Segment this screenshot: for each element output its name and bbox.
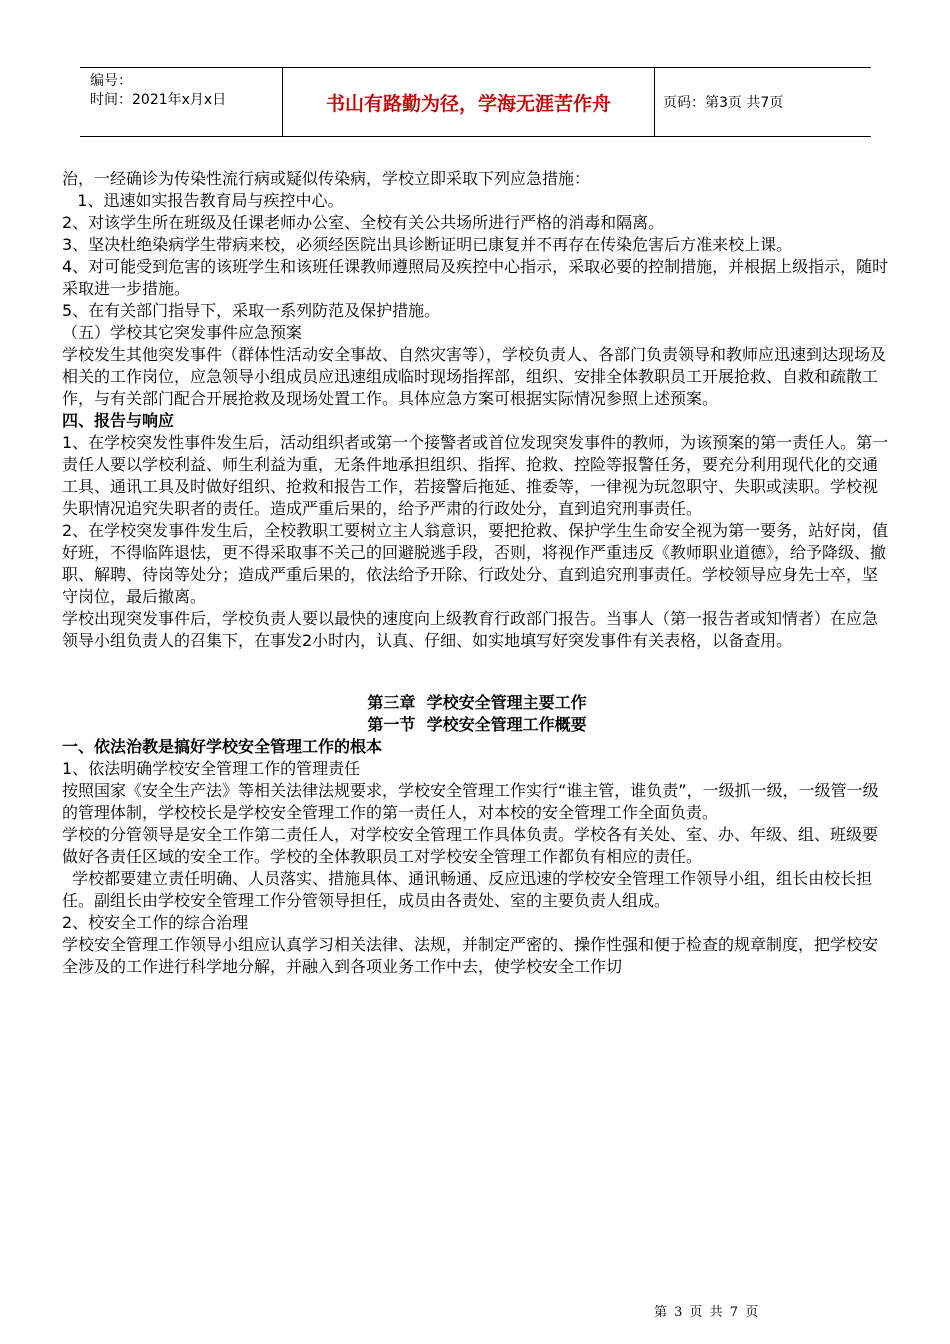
paragraph: 4、对可能受到危害的该班学生和该班任课教师遵照局及疾控中心指示，采取必要的控制措施，并根据上级指示，随时采取进一步措施。	[62, 257, 889, 298]
paragraph: 3、坚决杜绝染病学生带病来校，必须经医院出具诊断证明已康复并不再存在传染危害后方准来校上课。	[62, 235, 793, 254]
paragraph: 1、依法明确学校安全管理工作的管理责任	[62, 759, 361, 778]
paragraph: 学校的分管领导是安全工作第二责任人，对学校安全管理工作具体负责。学校各有关处、室、办、年级、组、班级要做好各责任区域的安全工作。学校的全体教职员工对学校安全管理工作都负有相应的责任。	[62, 825, 879, 866]
paragraph: 2、在学校突发事件发生后，全校教职工要树立主人翁意识，要把抢救、保护学生生命安全视为第一要务，站好岗，值好班，不得临阵退怯，更不得采取事不关己的回避脱逃手段，否则，将视作严重违反《教师职业道德》，给予降级、撤职、解聘、待岗等处分；造成严重后果的，依法给予开除、行政处分、直到追究刑事责任。学校领导应身先士卒，坚守岗位，最后撤离。	[62, 521, 889, 606]
paragraph: 2、校安全工作的综合治理	[62, 913, 249, 932]
chapter-heading: 第三章 学校安全管理主要工作	[367, 693, 587, 712]
paragraph: 5、在有关部门指导下，采取一系列防范及保护措施。	[62, 301, 441, 320]
page-header	[80, 67, 871, 137]
header-left-cell	[80, 68, 283, 136]
section-heading: 一、依法治教是搞好学校安全管理工作的根本	[62, 737, 383, 756]
section-heading: 四、报告与响应	[62, 411, 175, 430]
chapter-heading: 第一节 学校安全管理工作概要	[367, 715, 587, 734]
paragraph: 学校安全管理工作领导小组应认真学习相关法律、法规，并制定严密的、操作性强和便于检查的规章制度，把学校安全涉及的工作进行科学地分解，并融入到各项业务工作中去，使学校安全工作切	[62, 935, 879, 976]
paragraph: 治，一经确诊为传染性流行病或疑似传染病，学校立即采取下列应急措施：	[62, 169, 591, 188]
header-page-info: 页码：第3页 共7页	[663, 95, 784, 111]
time-label: 时间：2021年x月x日	[90, 92, 227, 108]
paragraph: 学校都要建立责任明确、人员落实、措施具体、通讯畅通、反应迅速的学校安全管理工作领导小组，组长由校长担任。副组长由学校安全管理工作分管领导担任，成员由各责处、室的主要负责人组成。	[62, 869, 873, 910]
header-motto: 书山有路勤为径，学海无涯苦作舟	[283, 68, 655, 136]
page-footer: 第 3 页 共 7 页	[654, 1305, 759, 1320]
paragraph: 按照国家《安全生产法》等相关法律法规要求，学校安全管理工作实行“谁主管，谁负责”，一级抓一级，一级管一级的管理体制，学校校长是学校安全管理工作的第一责任人，对本校的安全管理工作全面负责。	[62, 781, 879, 822]
paragraph: 学校发生其他突发事件（群体性活动安全事故、自然灾害等），学校负责人、各部门负责领导和教师应迅速到达现场及相关的工作岗位，应急领导小组成员应迅速组成临时现场指挥部，组织、安排全体教职员工开展抢救、自救和疏散工作，与有关部门配合开展抢救及现场处置工作。具体应急方案可根据实际情况参照上述预案。	[62, 345, 887, 408]
paragraph: 1、迅速如实报告教育局与疾控中心。	[62, 191, 344, 210]
paragraph: 学校出现突发事件后，学校负责人要以最快的速度向上级教育行政部门报告。当事人（第一报告者或知情者）在应急领导小组负责人的召集下，在事发2小时内，认真、仔细、如实地填写好突发事件有关表格，以备查用。	[62, 609, 879, 650]
paragraph: 1、在学校突发性事件发生后，活动组织者或第一个接警者或首位发现突发事件的教师，为该预案的第一责任人。第一责任人要以学校利益、师生利益为重，无条件地承担组织、指挥、抢救、控险等报警任务，要充分利用现代化的交通工具、通讯工具及时做好组织、抢救和报告工作，若接警后拖延、推委等，一律视为玩忽职守、失职或渎职。学校视失职情况追究失职者的责任。造成严重后果的，给予严肃的行政处分，直到追究刑事责任。	[62, 433, 889, 518]
paragraph: 2、对该学生所在班级及任课老师办公室、全校有关公共场所进行严格的消毒和隔离。	[62, 213, 665, 232]
serial-label: 编号：	[90, 73, 132, 89]
document-body	[62, 168, 892, 978]
section-spacer	[62, 652, 892, 692]
paragraph: （五）学校其它突发事件应急预案	[62, 323, 303, 342]
